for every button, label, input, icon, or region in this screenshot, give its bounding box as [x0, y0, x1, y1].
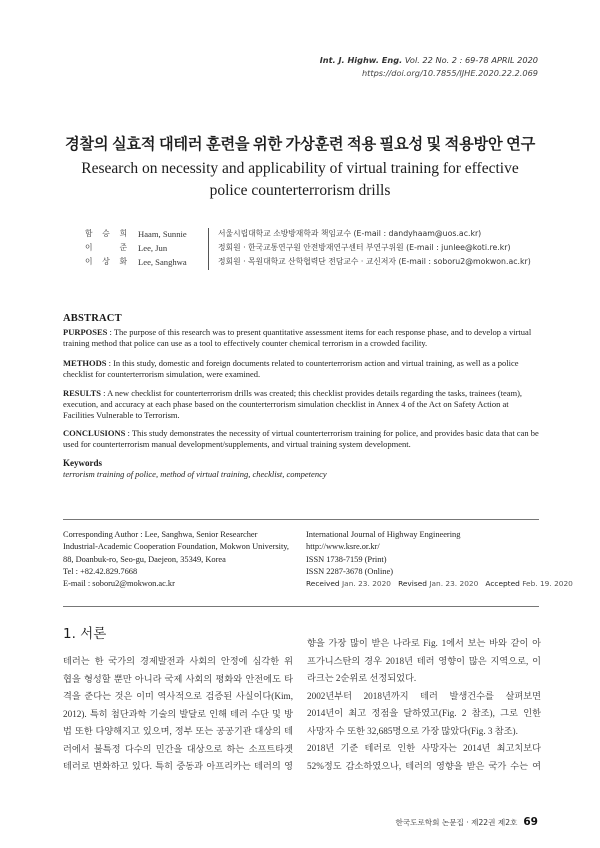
correspondence-line: Tel : +82.42.829.7668: [63, 566, 138, 576]
issn-print: ISSN 1738-7159 (Print): [306, 554, 387, 564]
journal-header: [320, 54, 538, 80]
correspondence-line: Industrial-Academic Cooperation Foundation, Mokwon University,: [63, 542, 290, 552]
body-line: 협을 형성할 뿐만 아니라 국제 사회의 평화와 안전에도 타: [63, 673, 293, 684]
correspondence-block: [63, 529, 303, 590]
body-line: 2018년 기준 테러로 인한 사망자는 2014년 최고치보다: [307, 743, 541, 753]
author-name-english: Haam, Sunnie: [138, 229, 187, 239]
journal-info-line: International Journal of Highway Engineering: [306, 530, 461, 539]
body-column-left: [63, 653, 293, 776]
abstract-conclusions: [63, 428, 541, 450]
abstract-heading: ABSTRACT: [63, 313, 122, 324]
body-line: 2014년이 최고 정점을 달하였고(Fig. 2 참조), 그로 인한: [307, 708, 541, 718]
title-english: Research on necessity and applicability of virtual training for effective police counterterrorism drills: [81, 160, 519, 199]
accepted-label: Accepted: [485, 579, 520, 589]
section-heading-intro: 1. 서론: [63, 626, 107, 642]
accepted-date: Feb. 19. 2020: [522, 579, 573, 589]
correspondence-email: E-mail : soboru2@mokwon.ac.kr: [63, 579, 175, 589]
purposes-label: PURPOSES: [63, 327, 108, 337]
journal-info-block: [306, 529, 573, 590]
body-line: 52%정도 감소하였으나, 테러의 영향을 받은 국가 수는 여: [307, 760, 541, 771]
body-line: 러에서 불특정 다수의 민간을 대상으로 하는 소프트타겟: [63, 743, 293, 754]
body-line: 2012). 특히 첨단과학 기술의 발달로 인해 테러 수단 및 방: [63, 708, 293, 719]
author-divider: [208, 228, 209, 270]
body-line: 법 또한 다양해지고 있으며, 정부 또는 공공기관 대상의 테: [63, 726, 293, 736]
title-korean: 경찰의 실효적 대테러 훈련을 위한 가상훈련 적용 필요성 및 적용방안 연구: [64, 136, 536, 153]
results-text: : A new checklist for counterterrorism drills was created; this checklist provides details regarding the tasks, trainees (team), execution, and accuracy at each phase based on the counterterrorism simulation checklist in Annex 4 of the Act on Safety Action at Facilities Vulnerable to Terrorism.: [63, 388, 523, 420]
divider-bottom: [63, 606, 539, 607]
divider-top: [63, 519, 539, 520]
submission-dates: [306, 578, 573, 590]
correspondence-line: 88, Doanbuk-ro, Seo-gu, Daejeon, 35349, Korea: [63, 554, 226, 564]
body-line: 프가니스탄의 경우 2018년 테러 영향이 많은 지역으로, 이: [307, 655, 541, 666]
page-number: 69: [523, 816, 538, 828]
author-name-english: Lee, Sanghwa: [138, 257, 187, 267]
journal-url[interactable]: http://www.ksre.or.kr/: [306, 542, 380, 552]
keywords-text: terrorism training of police, method of virtual training, checklist, competency: [63, 469, 327, 479]
journal-citation: Vol. 22 No. 2 : 69-78 APRIL 2020: [404, 55, 538, 65]
author-affiliation: 정회원 · 목원대학교 산학협력단 전담교수 · 교신저자 (E-mail : soboru2@mokwon.ac.kr): [218, 257, 531, 266]
body-line: 라크는 2순위로 선정되었다.: [307, 673, 417, 683]
footer-journal: 한국도로학회 논문집 · 제22권 제2호: [395, 818, 518, 827]
page-footer: [395, 816, 538, 828]
author-name-korean: 이 준: [85, 243, 127, 252]
issn-online: ISSN 2287-3678 (Online): [306, 566, 394, 576]
author-affiliation: 정회원 · 한국교통연구원 안전방재연구센터 부연구위원 (E-mail : junlee@koti.re.kr): [218, 243, 511, 252]
body-column-right: [307, 635, 541, 775]
body-line: 테러로 변화하고 있다. 특히 중동과 아프리카는 테러의 영: [63, 761, 293, 771]
conclusions-label: CONCLUSIONS: [63, 428, 126, 438]
author-name-korean: 이 상 화: [85, 257, 127, 266]
body-line: 격을 준다는 것은 이미 역사적으로 검증된 사실이다(Kim,: [63, 691, 293, 701]
conclusions-text: : This study demonstrates the necessity of virtual counterterrorism training for police, and provides basic data that can be used for counterterrorism manual development/supplements, and virtual training system development.: [63, 428, 539, 449]
methods-text: : In this study, domestic and foreign documents related to counterterrorism action and virtual training, as well as a police checklist for counterterrorism simulation, were examined.: [63, 358, 519, 379]
doi-link[interactable]: https://doi.org/10.7855/IJHE.2020.22.2.069: [361, 68, 538, 78]
purposes-text: : The purpose of this research was to present quantitative assessment items for each response phase, and to develop a virtual training method that police can use as a tool to effectively counter chemical terrorism in a crowded facility.: [63, 327, 532, 348]
author-name-english: Lee, Jun: [138, 243, 168, 253]
body-line: 향을 가장 많이 받은 나라로 Fig. 1에서 보는 바와 같이 아: [307, 638, 541, 648]
results-label: RESULTS: [63, 388, 101, 398]
body-line: 2002년부터 2018년까지 테러 발생건수를 살펴보면: [307, 690, 541, 701]
author-name-korean: 함 승 희: [85, 229, 127, 238]
revised-date: Jan. 23. 2020: [429, 579, 479, 589]
body-line: 테러는 한 국가의 경제발전과 사회의 안정에 심각한 위: [63, 656, 293, 666]
journal-name: Int. J. Highw. Eng.: [319, 55, 403, 65]
revised-label: Revised: [398, 579, 427, 589]
abstract-purposes: [63, 327, 541, 349]
abstract-results: [63, 388, 541, 421]
author-affiliation: 서울시립대학교 소방방재학과 책임교수 (E-mail : dandyhaam@uos.ac.kr): [218, 229, 482, 238]
abstract-methods: [63, 358, 541, 380]
received-label: Received: [306, 579, 340, 589]
body-line: 사망자 수 또한 32,685명으로 가장 많았다(Fig. 3 참조).: [307, 725, 518, 736]
keywords-heading: Keywords: [63, 458, 102, 468]
methods-label: METHODS: [63, 358, 107, 368]
received-date: Jan. 23. 2020: [342, 579, 392, 589]
correspondence-line: Corresponding Author : Lee, Sanghwa, Senior Researcher: [63, 530, 258, 539]
